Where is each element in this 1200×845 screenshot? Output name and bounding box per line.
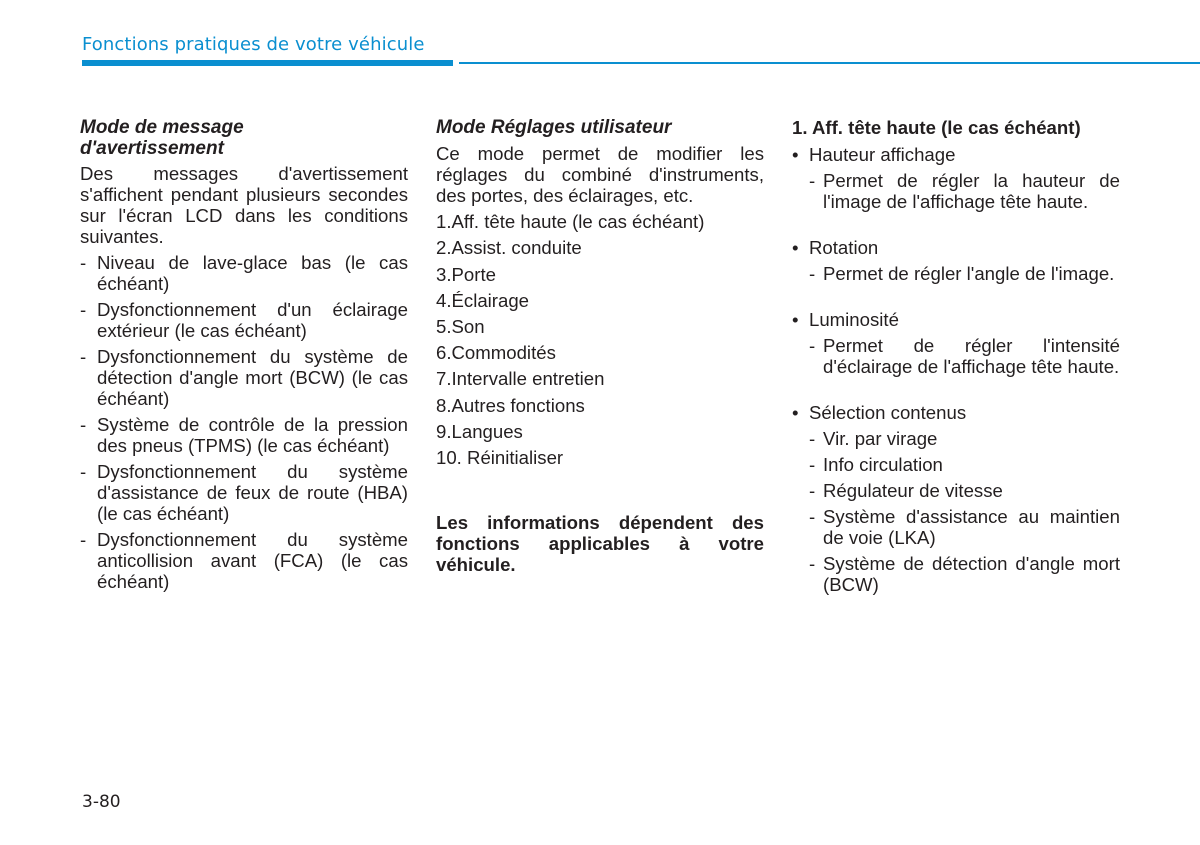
list-item xyxy=(80,461,408,524)
user-settings-heading: Mode Réglages utilisateur xyxy=(436,117,672,138)
header-rule-thin xyxy=(459,62,1200,64)
menu-item: 10. Réinitialiser xyxy=(436,446,564,468)
list-item xyxy=(809,553,1120,595)
page-number: 3-80 xyxy=(82,792,121,812)
list-item xyxy=(80,299,408,341)
list-item-text: Dysfonctionnement du système de détection d'angle mort (BCW) (le cas échéant) xyxy=(97,346,408,409)
list-item xyxy=(80,414,408,456)
column-hud-settings xyxy=(792,117,1120,595)
list-item-text: Régulateur de vitesse xyxy=(823,480,1003,501)
bullet-text: Sélection contenus xyxy=(809,402,967,423)
warning-list xyxy=(80,252,408,592)
header-rule-thick xyxy=(82,60,453,66)
hud-section xyxy=(792,237,1120,284)
list-item-text: Dysfonctionnement d'un éclairage extérieur (le cas échéant) xyxy=(97,299,408,341)
column-warning-messages xyxy=(80,117,408,592)
list-item-text: Info circulation xyxy=(823,454,943,475)
menu-item: 2.Assist. conduite xyxy=(436,237,582,259)
menu-item: 1.Aff. tête haute (le cas échéant) xyxy=(436,211,705,233)
bullet-marker: • xyxy=(792,237,799,258)
dash-marker: - xyxy=(809,506,816,527)
dash-marker: - xyxy=(80,346,87,367)
bullet-marker: • xyxy=(792,144,799,165)
dash-marker: - xyxy=(809,335,816,356)
list-item xyxy=(809,506,1120,548)
dash-marker: - xyxy=(809,454,816,475)
list-item-text: Niveau de lave-glace bas (le cas échéant) xyxy=(97,252,408,294)
list-item-text: Permet de régler l'angle de l'image. xyxy=(823,263,1115,284)
bullet-text: Luminosité xyxy=(809,309,899,330)
section-title: Fonctions pratiques de votre véhicule xyxy=(82,34,425,55)
bullet-text: Hauteur affichage xyxy=(809,144,956,165)
dash-marker: - xyxy=(809,553,816,574)
list-item-text: Dysfonctionnement du système anticollision avant (FCA) (le cas échéant) xyxy=(97,529,408,592)
column-user-settings xyxy=(436,117,764,575)
list-item-text: Système de détection d'angle mort (BCW) xyxy=(823,553,1120,595)
list-item xyxy=(80,529,408,592)
hud-section xyxy=(792,402,1120,595)
warning-mode-intro: Des messages d'avertissement s'affichent pendant plusieurs secondes sur l'écran LCD dans les conditions suivantes. xyxy=(80,163,408,247)
dash-marker: - xyxy=(809,480,816,501)
warning-mode-heading xyxy=(80,117,408,159)
hud-section xyxy=(792,309,1120,377)
list-item xyxy=(809,428,1120,449)
dash-marker: - xyxy=(80,414,87,435)
list-item-text: Système de contrôle de la pression des pneus (TPMS) (le cas échéant) xyxy=(97,414,408,456)
menu-item: 9.Langues xyxy=(436,420,523,442)
dash-marker: - xyxy=(809,170,816,191)
list-item-text: Permet de régler l'intensité d'éclairage de l'affichage tête haute. xyxy=(823,335,1120,377)
bullet-text: Rotation xyxy=(809,237,879,258)
dash-marker: - xyxy=(809,428,816,449)
availability-note: Les informations dépendent des fonctions applicables à votre véhicule. xyxy=(436,511,764,575)
dash-marker: - xyxy=(80,252,87,273)
bullet-item xyxy=(792,309,1120,330)
menu-item: 4.Éclairage xyxy=(436,289,530,311)
list-item xyxy=(809,335,1120,377)
bullet-item xyxy=(792,144,1120,165)
dash-marker: - xyxy=(80,299,87,320)
dash-marker: - xyxy=(80,529,87,550)
bullet-marker: • xyxy=(792,309,799,330)
list-item-text: Système d'assistance au maintien de voie (LKA) xyxy=(823,506,1120,548)
list-item xyxy=(809,170,1120,212)
list-item xyxy=(809,480,1120,501)
list-item-text: Vir. par virage xyxy=(823,428,938,449)
menu-item: 6.Commodités xyxy=(436,342,556,364)
menu-item: 8.Autres fonctions xyxy=(436,394,585,416)
hud-heading: 1. Aff. tête haute (le cas échéant) xyxy=(792,117,1081,138)
list-item xyxy=(809,263,1120,284)
warning-mode-heading-line1: Mode de message xyxy=(80,117,244,138)
menu-item: 5.Son xyxy=(436,315,485,337)
bullet-item xyxy=(792,237,1120,258)
settings-menu-list xyxy=(436,211,764,468)
menu-item: 3.Porte xyxy=(436,263,496,285)
list-item xyxy=(809,454,1120,475)
dash-marker: - xyxy=(80,461,87,482)
list-item-text: Dysfonctionnement du système d'assistance de feux de route (HBA) (le cas échéant) xyxy=(97,461,408,524)
list-item xyxy=(80,252,408,294)
bullet-item xyxy=(792,402,1120,423)
menu-item: 7.Intervalle entretien xyxy=(436,368,605,390)
warning-mode-heading-line2: d'avertissement xyxy=(80,138,224,159)
bullet-marker: • xyxy=(792,402,799,423)
dash-marker: - xyxy=(809,263,816,284)
user-settings-intro: Ce mode permet de modifier les réglages du combiné d'instruments, des portes, des éclairages, etc. xyxy=(436,143,764,206)
list-item-text: Permet de régler la hauteur de l'image de l'affichage tête haute. xyxy=(823,170,1120,212)
list-item xyxy=(80,346,408,409)
hud-section xyxy=(792,144,1120,212)
